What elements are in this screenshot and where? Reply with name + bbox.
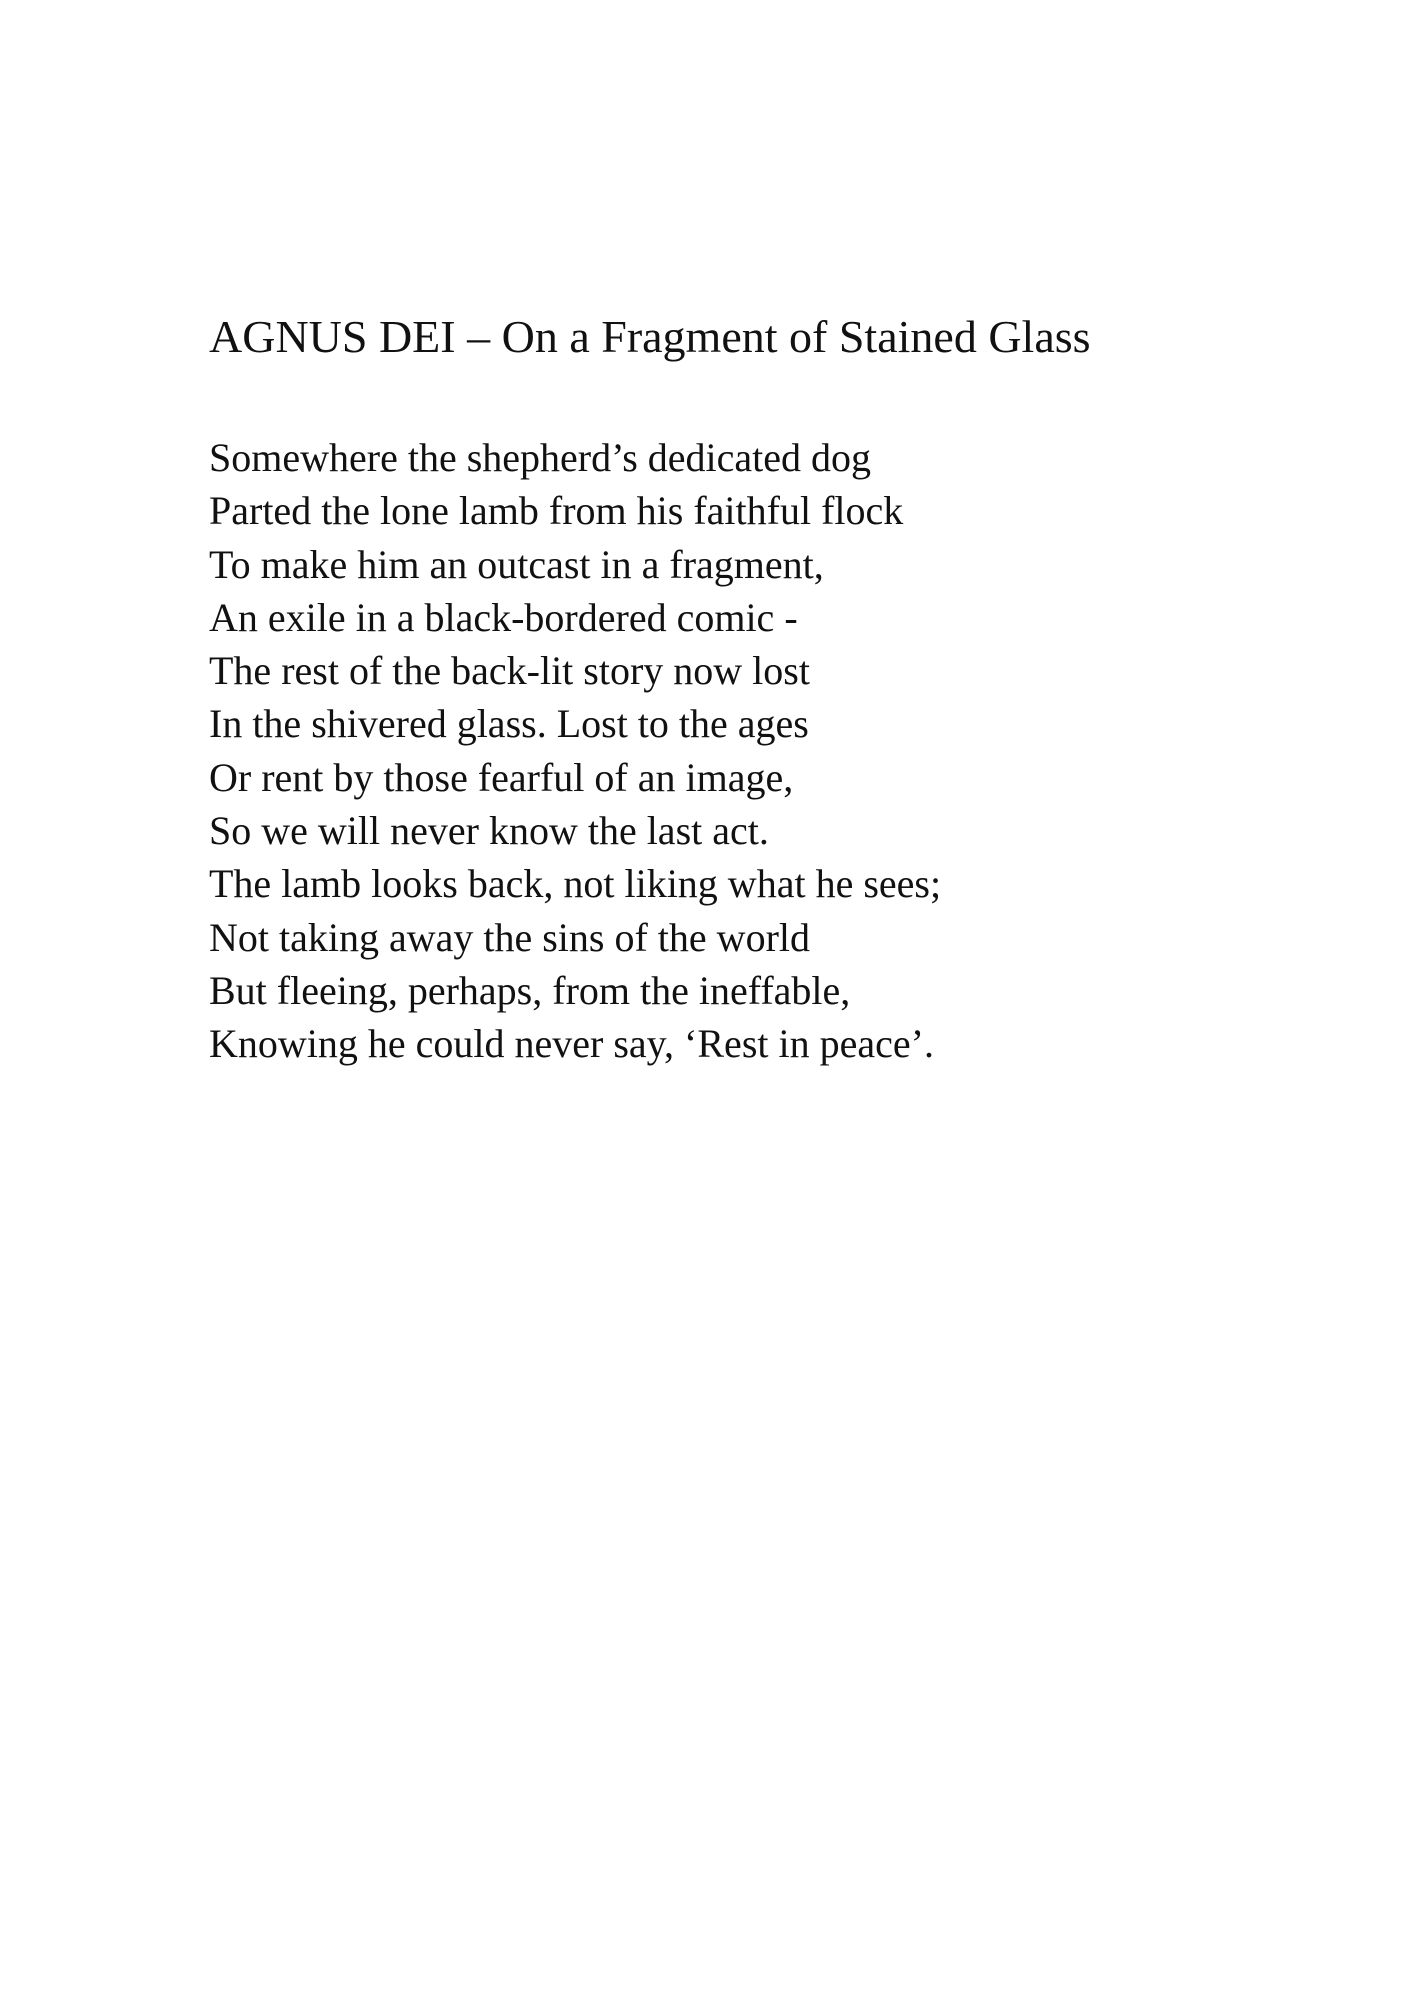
- poem-line: So we will never know the last act.: [209, 808, 769, 854]
- poem-line: In the shivered glass. Lost to the ages: [209, 701, 809, 747]
- poem-title: AGNUS DEI – On a Fragment of Stained Glass: [209, 311, 1091, 362]
- poem-line: Or rent by those fearful of an image,: [209, 754, 794, 800]
- poem-line: An exile in a black-bordered comic -: [209, 594, 798, 640]
- poem-line: The lamb looks back, not liking what he sees;: [209, 861, 942, 907]
- poem-stanza: [209, 431, 941, 1071]
- poem-line: Knowing he could never say, ‘Rest in peace’.: [209, 1021, 934, 1067]
- poem-line: But fleeing, perhaps, from the ineffable,: [209, 967, 851, 1013]
- poem-line: Somewhere the shepherd’s dedicated dog: [209, 435, 872, 480]
- poem-line: Not taking away the sins of the world: [209, 914, 810, 960]
- poem-line: To make him an outcast in a fragment,: [209, 541, 824, 587]
- poem-line: Parted the lone lamb from his faithful flock: [209, 488, 904, 534]
- poem-line: The rest of the back-lit story now lost: [209, 648, 810, 694]
